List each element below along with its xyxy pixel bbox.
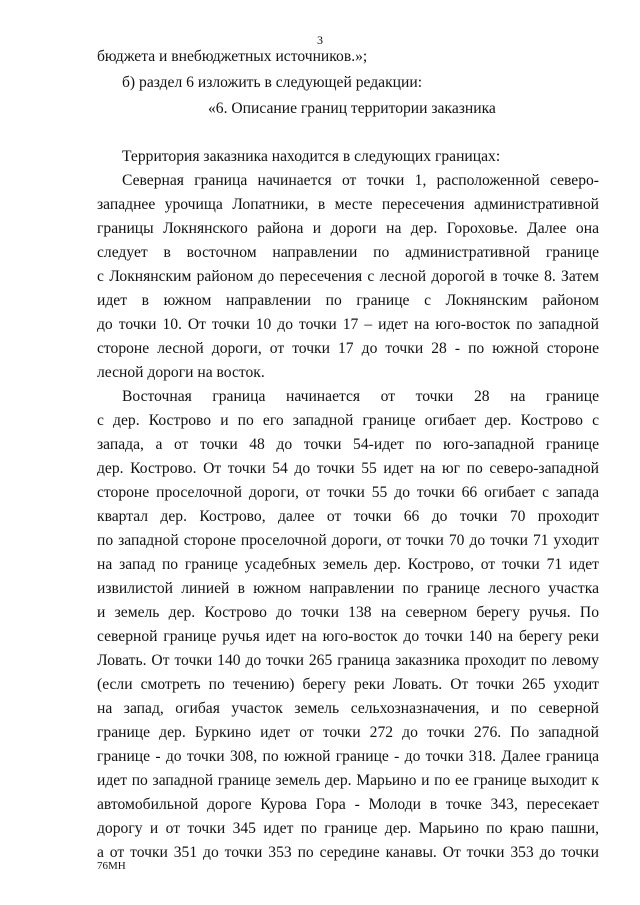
text-line: (если смотреть по течению) берегу реки Ловать. От точки 265 уходит (97, 676, 599, 693)
text-line: идет по западной границе земель дер. Марьино и по ее границе выходит к (97, 772, 599, 789)
footer-document-code: 76МН (97, 860, 126, 872)
text-line: дер. Кострово. От точки 54 до точки 55 идет на юг по северо-западной (97, 460, 599, 477)
section-heading: «6. Описание границ территории заказника (208, 100, 496, 117)
text-line: извилистой линией в южном направлении по границе лесного участка (97, 580, 599, 597)
text-line: Ловать. От точки 140 до точки 265 граница заказника проходит по левому (97, 652, 599, 669)
text-line: западнее урочища Лопатники, в месте пересечения административной (97, 196, 599, 213)
text-line: запада, а от точки 48 до точки 54-идет по юго-западной границе (97, 436, 599, 453)
text-line: северной границе ручья идет на юго-восток до точки 140 на берегу реки (97, 628, 599, 645)
text-line: и земель дер. Кострово до точки 138 на северном берегу ручья. По (97, 604, 599, 621)
text-line: б) раздел 6 изложить в следующей редакции: (122, 74, 423, 91)
text-line: квартал дер. Кострово, далее от точки 66 до точки 70 проходит (97, 508, 599, 525)
text-line: стороне проселочной дороги, от точки 55 до точки 66 огибает с запада (97, 484, 599, 501)
text-line: идет в южном направлении по границе с Локнянским районом (97, 292, 599, 309)
text-line: бюджета и внебюджетных источников.»; (97, 48, 368, 65)
text-line: на запад, огибая участок земель сельхозназначения, и по северной (97, 700, 599, 717)
text-line: Северная граница начинается от точки 1, расположенной северо- (122, 172, 599, 189)
page-number: 3 (317, 33, 323, 47)
text-line: Территория заказника находится в следующих границах: (122, 148, 501, 165)
text-line: дорогу и от точки 345 идет по границе дер. Марьино по краю пашни, (97, 820, 599, 837)
text-line: следует в восточном направлении по административной границе (97, 244, 599, 261)
text-line: по западной стороне проселочной дороги, от точки 70 до точки 71 уходит (97, 532, 599, 549)
text-line: Восточная граница начинается от точки 28 на границе (122, 388, 599, 405)
text-line: границе - до точки 308, по южной границе - до точки 318. Далее граница (97, 748, 599, 765)
text-line: границе дер. Буркино идет от точки 272 до точки 276. По западной (97, 724, 599, 741)
text-line: лесной дороги на восток. (97, 364, 265, 381)
text-line: автомобильной дороге Курова Гора - Молоди в точке 343, пересекает (97, 796, 599, 813)
text-line: а от точки 351 до точки 353 по середине канавы. От точки 353 до точки (97, 844, 599, 861)
text-line: стороне лесной дороги, от точки 17 до точки 28 - по южной стороне (97, 340, 599, 357)
text-line: с дер. Кострово и по его западной границе огибает дер. Кострово с (97, 412, 599, 429)
text-line: с Локнянским районом до пересечения с лесной дорогой в точке 8. Затем (97, 268, 599, 285)
text-line: границы Локнянского района и дороги на дер. Гороховье. Далее она (97, 220, 599, 237)
text-line: на запад по границе усадебных земель дер. Кострово, от точки 71 идет (97, 556, 599, 573)
text-line: до точки 10. От точки 10 до точки 17 – идет на юго-восток по западной (97, 316, 599, 333)
